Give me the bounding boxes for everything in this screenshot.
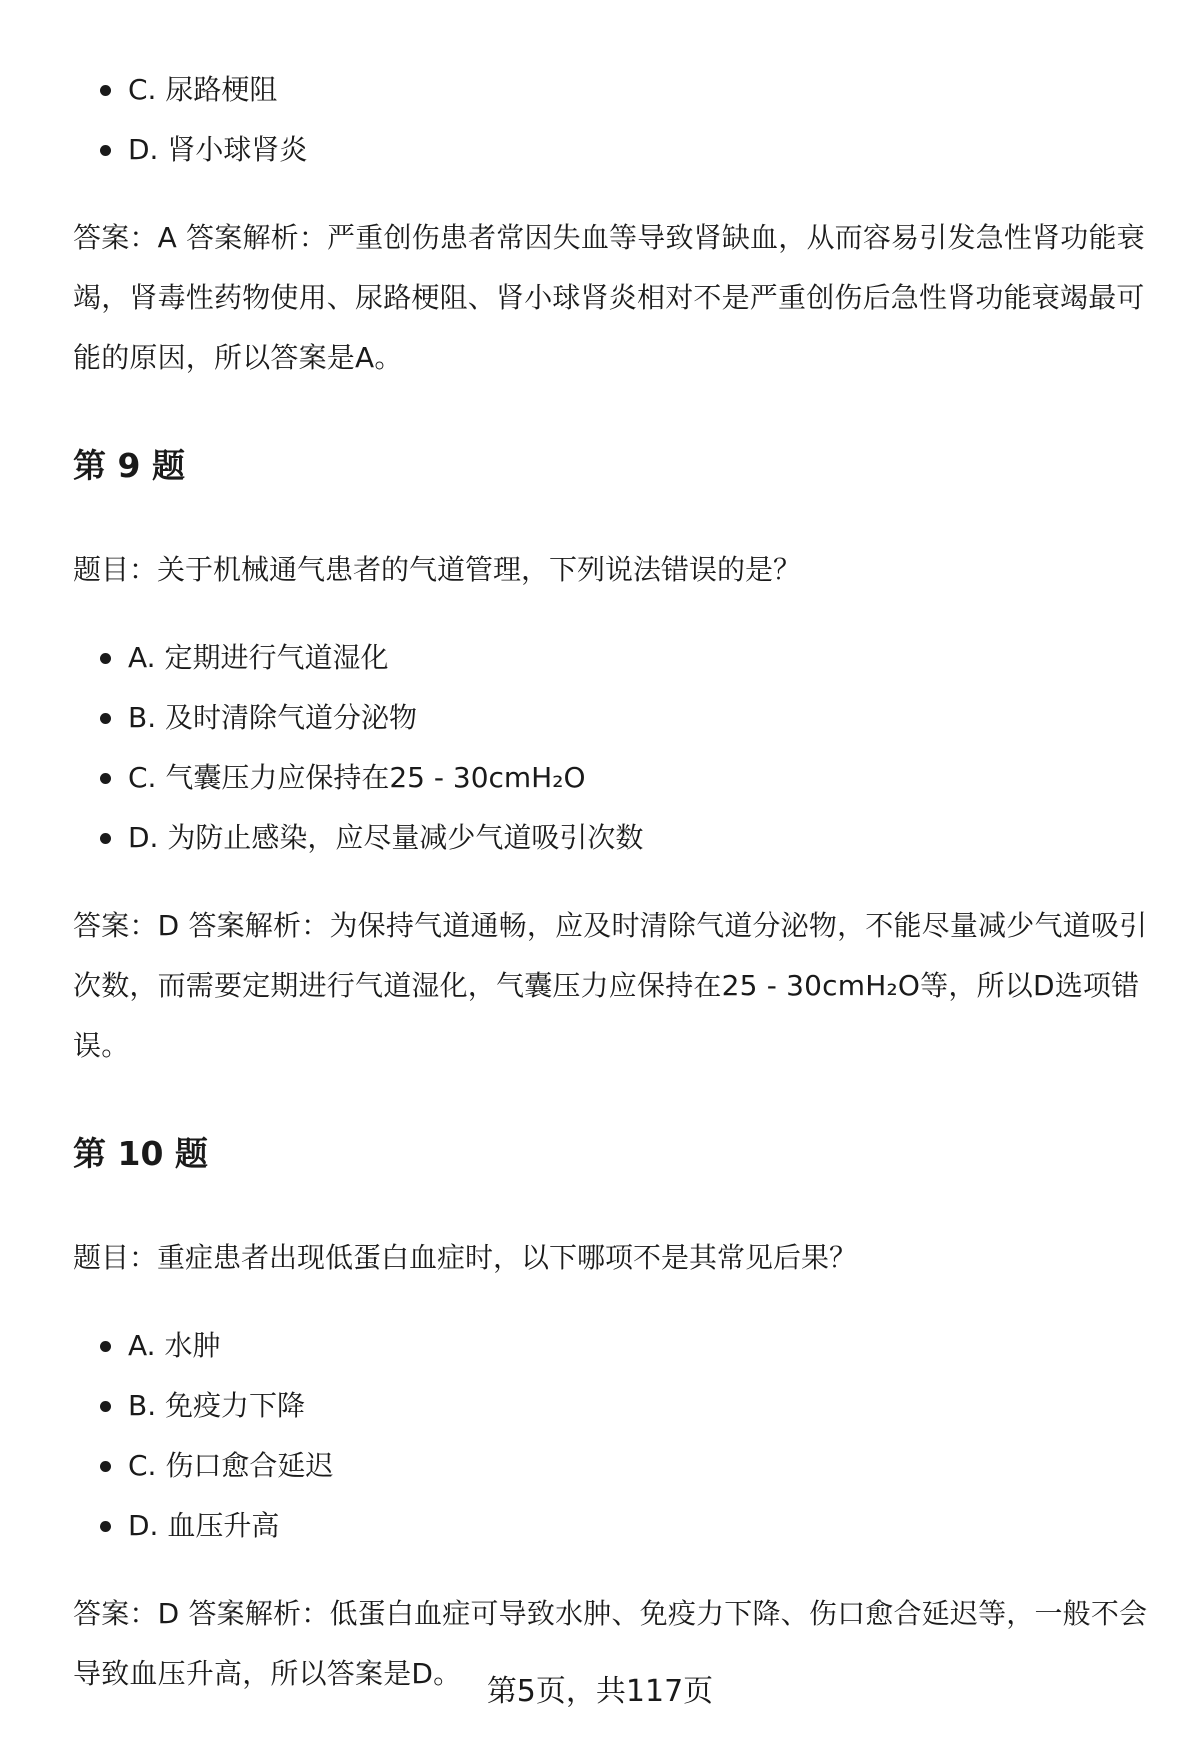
question-9 xyxy=(73,436,1153,1076)
option-c: C. 尿路梗阻 xyxy=(73,60,1153,120)
option-b: B. 免疫力下降 xyxy=(73,1376,1153,1436)
option-a: A. 水肿 xyxy=(73,1316,1153,1376)
question-text: 题目：重症患者出现低蛋白血症时，以下哪项不是其常见后果？ xyxy=(73,1241,858,1274)
page-footer xyxy=(0,1667,1200,1717)
options-list xyxy=(73,1316,1153,1556)
options-list xyxy=(73,60,1153,180)
question-10 xyxy=(73,1124,1153,1704)
question-title: 第 9 题 xyxy=(73,446,185,485)
question-8-tail xyxy=(73,60,1153,388)
document-page xyxy=(73,60,1153,1704)
option-d: D. 血压升高 xyxy=(73,1496,1153,1556)
answer-explanation: 答案：D 答案解析：为保持气道通畅，应及时清除气道分泌物，不能尽量减少气道吸引次数，而需要定期进行气道湿化，气囊压力应保持在25 - 30cmH₂O等，所以D选项错误。 xyxy=(73,909,1148,1062)
option-c: C. 伤口愈合延迟 xyxy=(73,1436,1153,1496)
answer-explanation: 答案：D 答案解析：低蛋白血症可导致水肿、免疫力下降、伤口愈合延迟等，一般不会导致血压升高，所以答案是D。 xyxy=(73,1597,1148,1690)
page-number: 第5页，共117页 xyxy=(486,1674,714,1709)
option-d: D. 肾小球肾炎 xyxy=(73,120,1153,180)
option-a: A. 定期进行气道湿化 xyxy=(73,628,1153,688)
question-title: 第 10 题 xyxy=(73,1134,208,1173)
option-c: C. 气囊压力应保持在25 - 30cmH₂O xyxy=(73,748,1153,808)
answer-explanation: 答案：A 答案解析：严重创伤患者常因失血等导致肾缺血，从而容易引发急性肾功能衰竭，肾毒性药物使用、尿路梗阻、肾小球肾炎相对不是严重创伤后急性肾功能衰竭最可能的原因，所以答案是A。 xyxy=(73,221,1145,374)
option-b: B. 及时清除气道分泌物 xyxy=(73,688,1153,748)
question-text: 题目：关于机械通气患者的气道管理，下列说法错误的是？ xyxy=(73,553,802,586)
options-list xyxy=(73,628,1153,868)
option-d: D. 为防止感染，应尽量减少气道吸引次数 xyxy=(73,808,1153,868)
